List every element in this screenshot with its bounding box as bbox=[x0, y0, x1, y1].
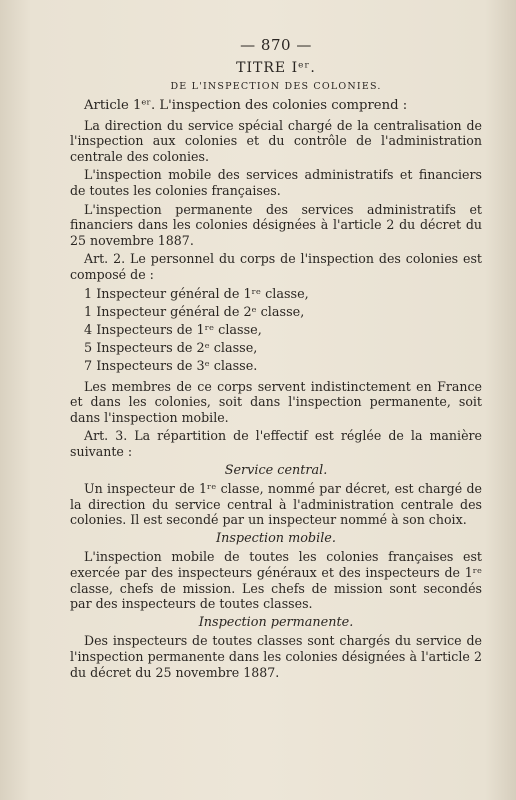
title-heading: TITRE Iᵉʳ. bbox=[236, 60, 316, 76]
list-item: 5 Inspecteurs de 2ᵉ classe, bbox=[84, 340, 258, 356]
section-text-service-central: Un inspecteur de 1ʳᵉ classe, nommé par décret, est chargé de la direction du service central à l'administration centrale des colonies. Il est secondé par un inspecteur nommé à son choix. bbox=[70, 481, 482, 528]
list-item: 1 Inspecteur général de 2ᵉ classe, bbox=[84, 304, 305, 320]
personnel-list bbox=[70, 286, 482, 376]
article-1-heading: Article 1ᵉʳ. L'inspection des colonies comprend : bbox=[84, 98, 408, 113]
article-2-paragraph: Art. 2. Le personnel du corps de l'inspection des colonies est composé de : bbox=[70, 251, 482, 282]
section-heading-inspection-mobile: Inspection mobile. bbox=[216, 530, 336, 546]
paragraph-membres: Les membres de ce corps servent indistinctement en France et dans les colonies, soit dans l'inspection permanente, soit dans l'inspection mobile. bbox=[70, 378, 482, 425]
paragraph-inspection-mobile: L'inspection mobile des services administratifs et financiers de toutes les colonies françaises. bbox=[70, 167, 482, 198]
subtitle-heading: DE L'INSPECTION DES COLONIES. bbox=[170, 81, 382, 92]
page-number: — 870 — bbox=[240, 36, 312, 54]
list-item: 1 Inspecteur général de 1ʳᵉ classe, bbox=[84, 286, 309, 302]
paragraph-inspection-permanente: L'inspection permanente des services administratifs et financiers dans les colonies désignées à l'article 2 du décret du 25 novembre 1887. bbox=[70, 201, 482, 248]
paragraph-direction: La direction du service spécial chargé de la centralisation de l'inspection aux colonies et du contrôle de l'administration centrale des colonies. bbox=[70, 117, 482, 164]
list-item: 7 Inspecteurs de 3ᵉ classe. bbox=[84, 358, 258, 374]
section-heading-inspection-permanente: Inspection permanente. bbox=[198, 614, 354, 630]
section-text-inspection-permanente: Des inspecteurs de toutes classes sont chargés du service de l'inspection permanente dans les colonies désignées à l'article 2 du décret du 25 novembre 1887. bbox=[70, 633, 482, 680]
section-text-inspection-mobile: L'inspection mobile de toutes les colonies françaises est exercée par des inspecteurs généraux et des inspecteurs de 1ʳᵉ classe, chefs de mission. Les chefs de mission sont secondés par des inspecteurs de toutes classes. bbox=[70, 549, 482, 612]
section-heading-service-central: Service central. bbox=[224, 462, 328, 478]
list-item: 4 Inspecteurs de 1ʳᵉ classe, bbox=[84, 322, 262, 338]
document-body bbox=[70, 98, 482, 683]
article-3-paragraph: Art. 3. La répartition de l'effectif est réglée de la manière suivante : bbox=[70, 428, 482, 459]
